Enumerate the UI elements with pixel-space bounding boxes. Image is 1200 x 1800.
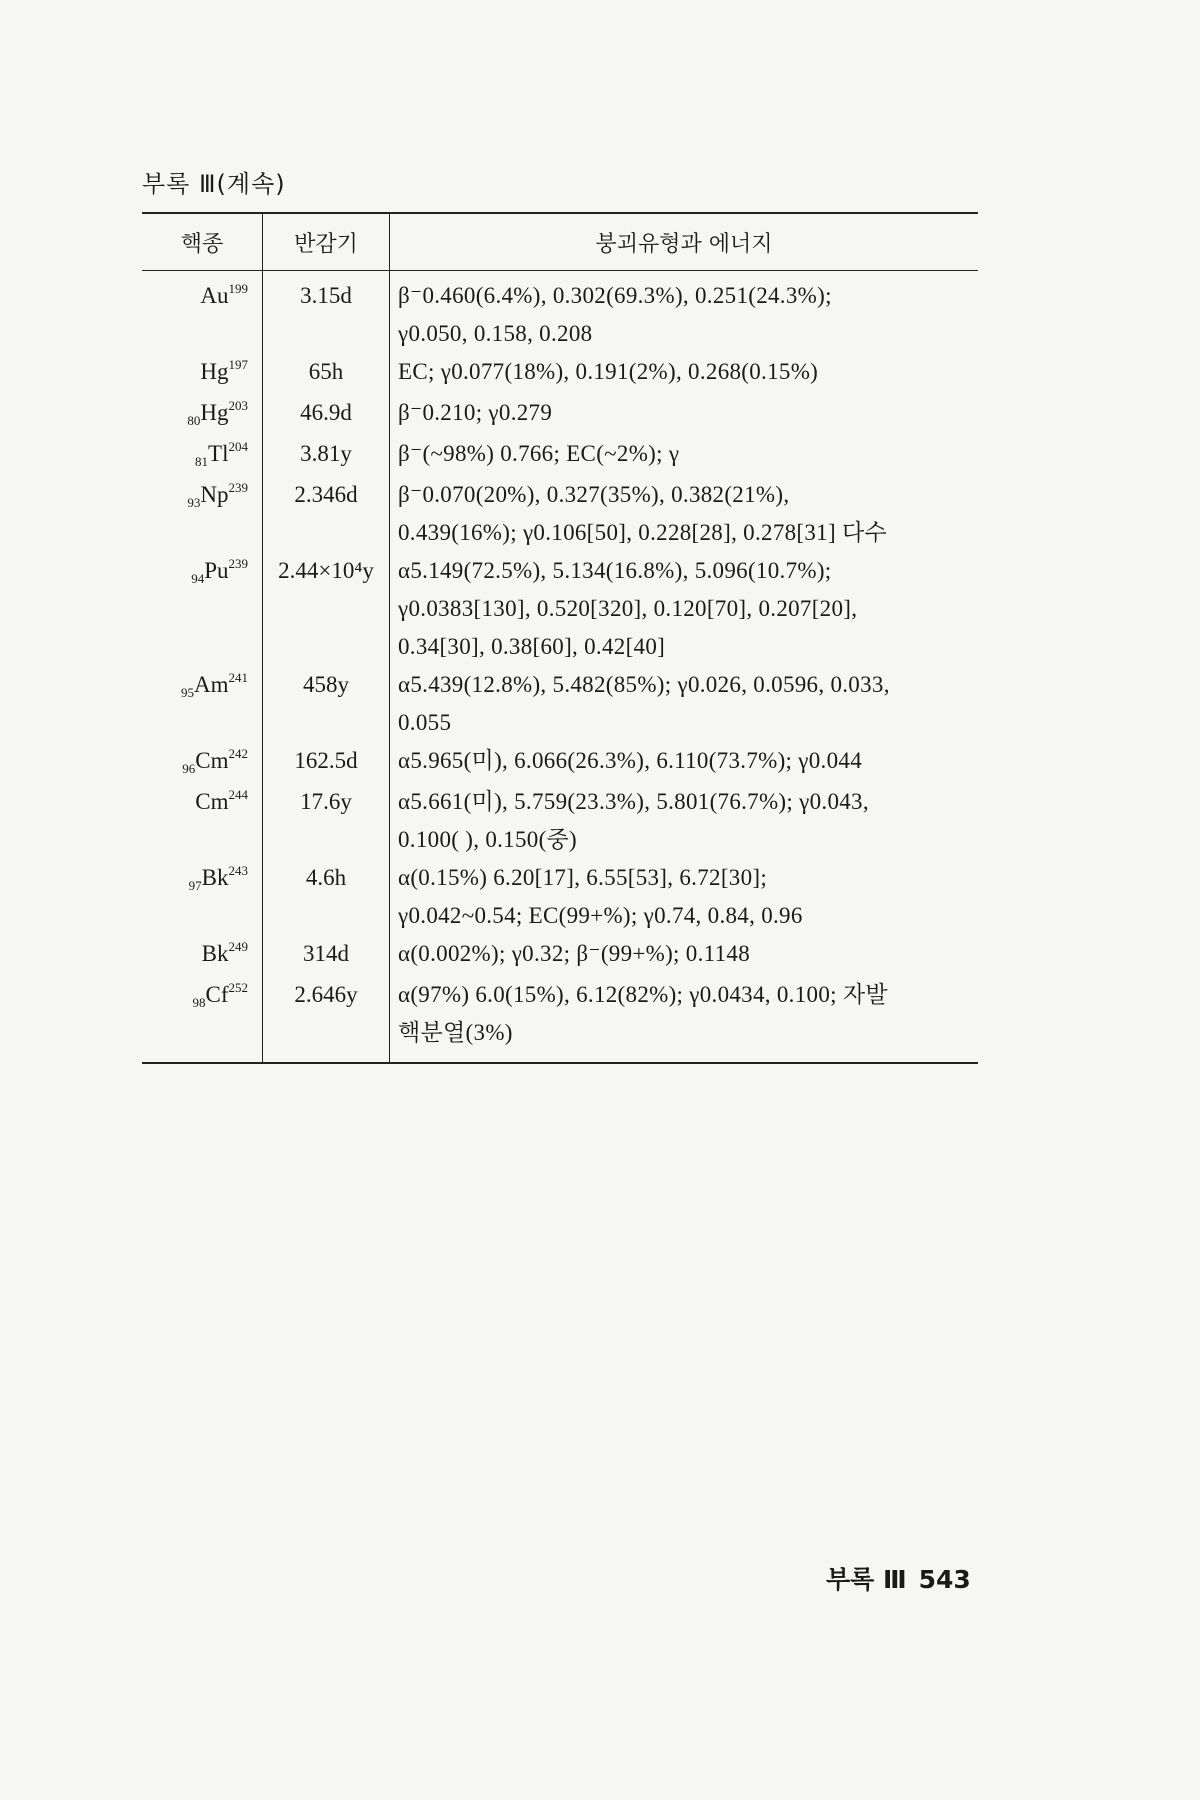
- decay-line: α5.965(미), 6.066(26.3%), 6.110(73.7%); γ0.044: [398, 748, 862, 773]
- mass-number: 239: [228, 556, 248, 571]
- nuclide-cell: [142, 271, 263, 354]
- mass-number: 239: [228, 480, 248, 495]
- nuclide-cell: [142, 935, 263, 976]
- mass-number: 243: [228, 863, 248, 878]
- decay-line: β⁻0.210; γ0.279: [398, 400, 553, 425]
- table-row: [142, 394, 978, 435]
- element-symbol: Cf: [205, 982, 229, 1007]
- half-life-cell: 65h: [263, 353, 390, 394]
- decay-line: γ0.050, 0.158, 0.208: [398, 321, 593, 346]
- nuclide-cell: [142, 742, 263, 783]
- mass-number: 252: [228, 980, 248, 995]
- decay-energy-cell: [390, 859, 979, 935]
- decay-energy-cell: [390, 353, 979, 394]
- mass-number: 197: [228, 357, 248, 372]
- mass-number: 203: [228, 398, 248, 413]
- atomic-number: 96: [182, 761, 196, 776]
- nuclide-cell: [142, 394, 263, 435]
- decay-line: EC; γ0.077(18%), 0.191(2%), 0.268(0.15%): [398, 359, 819, 384]
- decay-line: α(0.002%); γ0.32; β⁻(99+%); 0.1148: [398, 941, 750, 966]
- half-life-cell: 2.44×10⁴y: [263, 552, 390, 666]
- atomic-number: 80: [187, 413, 201, 428]
- half-life-cell: 3.15d: [263, 271, 390, 354]
- nuclide-cell: [142, 435, 263, 476]
- nuclide-cell: [142, 859, 263, 935]
- page-heading: 부록 Ⅲ(계속): [142, 170, 286, 198]
- table-row: [142, 666, 978, 742]
- mass-number: 241: [228, 670, 248, 685]
- mass-number: 244: [228, 787, 248, 802]
- decay-energy-cell: [390, 935, 979, 976]
- decay-line: 0.34[30], 0.38[60], 0.42[40]: [398, 634, 666, 659]
- nuclide-cell: [142, 552, 263, 666]
- decay-energy-cell: [390, 476, 979, 552]
- half-life-cell: 162.5d: [263, 742, 390, 783]
- nuclide-cell: [142, 353, 263, 394]
- half-life-cell: 3.81y: [263, 435, 390, 476]
- half-life-cell: 458y: [263, 666, 390, 742]
- decay-line: γ0.042~0.54; EC(99+%); γ0.74, 0.84, 0.96: [398, 903, 803, 928]
- half-life-cell: 314d: [263, 935, 390, 976]
- element-symbol: Bk: [201, 941, 229, 966]
- decay-energy-cell: [390, 976, 979, 1063]
- table-row: [142, 271, 978, 354]
- element-symbol: Tl: [208, 441, 229, 466]
- table-row: [142, 976, 978, 1063]
- half-life-cell: 4.6h: [263, 859, 390, 935]
- nuclide-cell: [142, 666, 263, 742]
- table-row: [142, 859, 978, 935]
- decay-line: γ0.0383[130], 0.520[320], 0.120[70], 0.207[20],: [398, 596, 858, 621]
- table-body: [142, 271, 978, 1064]
- atomic-number: 95: [181, 685, 194, 700]
- mass-number: 199: [228, 281, 248, 296]
- decay-energy-cell: [390, 666, 979, 742]
- decay-energy-cell: [390, 552, 979, 666]
- mass-number: 242: [228, 746, 248, 761]
- table-row: [142, 742, 978, 783]
- half-life-cell: 2.646y: [263, 976, 390, 1063]
- half-life-cell: 46.9d: [263, 394, 390, 435]
- element-symbol: Au: [200, 283, 229, 308]
- decay-line: β⁻0.460(6.4%), 0.302(69.3%), 0.251(24.3%);: [398, 283, 832, 308]
- decay-line: α5.661(미), 5.759(23.3%), 5.801(76.7%); γ0.043,: [398, 789, 869, 814]
- atomic-number: 97: [188, 878, 202, 893]
- nuclide-cell: [142, 476, 263, 552]
- nuclide-decay-table: [142, 212, 978, 1064]
- header-decay-energy: 붕괴유형과 에너지: [390, 213, 979, 271]
- decay-energy-cell: [390, 783, 979, 859]
- element-symbol: Cm: [195, 748, 229, 773]
- table-row: [142, 552, 978, 666]
- decay-line: 핵분열(3%): [398, 1020, 513, 1045]
- decay-energy-cell: [390, 271, 979, 354]
- table-header-row: [142, 213, 978, 271]
- decay-line: α(0.15%) 6.20[17], 6.55[53], 6.72[30];: [398, 865, 768, 890]
- half-life-cell: 2.346d: [263, 476, 390, 552]
- page-footer: [826, 1560, 983, 1596]
- nuclide-cell: [142, 783, 263, 859]
- mass-number: 204: [228, 439, 248, 454]
- decay-line: α5.439(12.8%), 5.482(85%); γ0.026, 0.0596, 0.033,: [398, 672, 890, 697]
- table-row: [142, 476, 978, 552]
- decay-line: 0.100( ), 0.150(중): [398, 827, 578, 852]
- page-number: 543: [918, 1565, 971, 1594]
- footer-label: 부록 Ⅲ: [826, 1565, 907, 1594]
- decay-energy-cell: [390, 394, 979, 435]
- element-symbol: Hg: [200, 359, 229, 384]
- decay-line: β⁻0.070(20%), 0.327(35%), 0.382(21%),: [398, 482, 790, 507]
- element-symbol: Hg: [200, 400, 229, 425]
- mass-number: 249: [228, 939, 248, 954]
- table-row: [142, 935, 978, 976]
- decay-energy-cell: [390, 435, 979, 476]
- element-symbol: Bk: [201, 865, 229, 890]
- atomic-number: 94: [191, 571, 205, 586]
- element-symbol: Cm: [195, 789, 229, 814]
- nuclide-cell: [142, 976, 263, 1063]
- decay-line: α(97%) 6.0(15%), 6.12(82%); γ0.0434, 0.100; 자발: [398, 982, 888, 1007]
- table-row: [142, 783, 978, 859]
- element-symbol: Pu: [204, 558, 229, 583]
- atomic-number: 98: [192, 995, 206, 1010]
- header-nuclide: 핵종: [142, 213, 263, 271]
- element-symbol: Np: [200, 482, 229, 507]
- table-row: [142, 353, 978, 394]
- decay-line: β⁻(~98%) 0.766; EC(~2%); γ: [398, 441, 680, 466]
- table-row: [142, 435, 978, 476]
- element-symbol: Am: [194, 672, 229, 697]
- decay-line: α5.149(72.5%), 5.134(16.8%), 5.096(10.7%);: [398, 558, 832, 583]
- decay-line: 0.439(16%); γ0.106[50], 0.228[28], 0.278[31] 다수: [398, 520, 888, 545]
- header-half-life: 반감기: [263, 213, 390, 271]
- decay-line: 0.055: [398, 710, 452, 735]
- half-life-cell: 17.6y: [263, 783, 390, 859]
- atomic-number: 81: [195, 454, 209, 469]
- decay-energy-cell: [390, 742, 979, 783]
- atomic-number: 93: [187, 495, 201, 510]
